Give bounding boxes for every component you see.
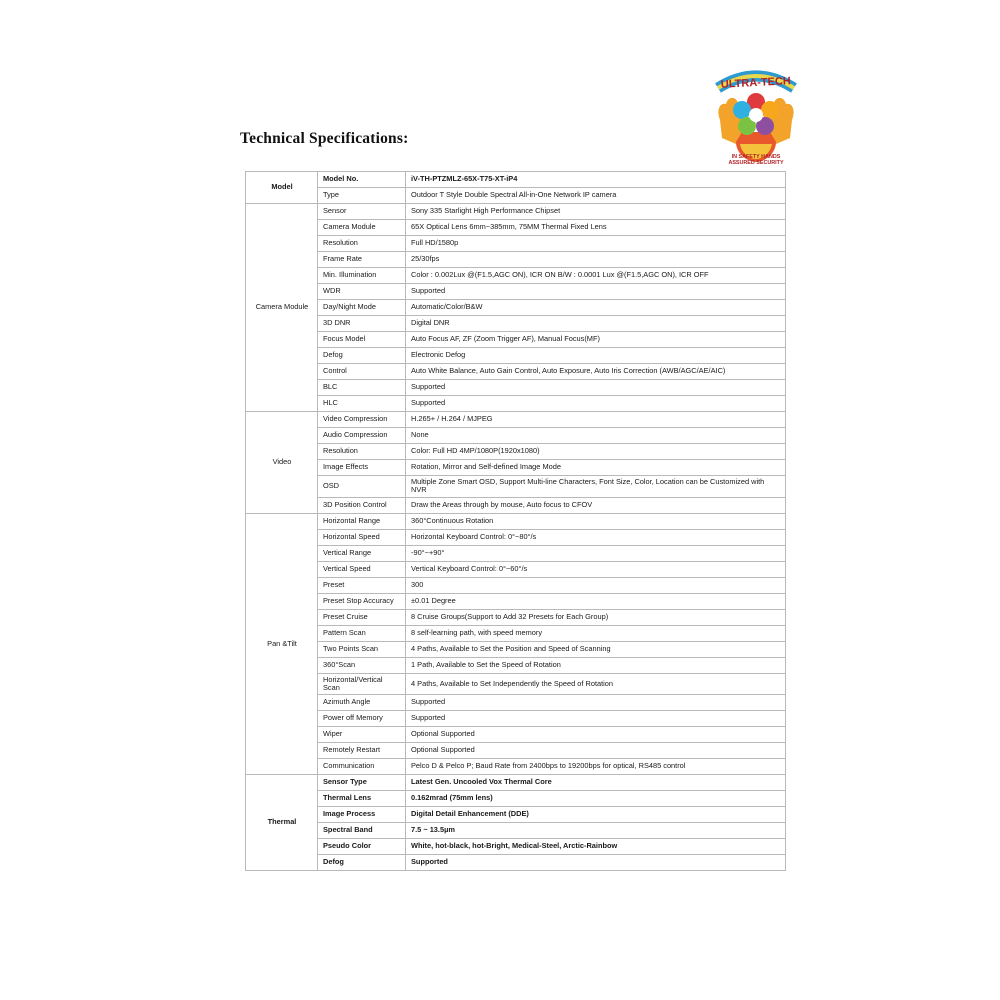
spec-item-value: Horizontal Keyboard Control: 0°~80°/s [406, 529, 786, 545]
table-row [246, 332, 786, 348]
spec-item-value: 360°Continuous Rotation [406, 513, 786, 529]
spec-item-label: Remotely Restart [318, 743, 406, 759]
logo-brand-text: ULTRA-TECH [720, 75, 792, 91]
table-row [246, 695, 786, 711]
spec-item-label: Video Compression [318, 412, 406, 428]
spec-item-label: Vertical Speed [318, 561, 406, 577]
ultra-tech-logo [706, 58, 806, 170]
spec-item-label: Image Effects [318, 460, 406, 476]
spec-item-value: Supported [406, 711, 786, 727]
spec-item-value: 8 Cruise Groups(Support to Add 32 Presets for Each Group) [406, 609, 786, 625]
spec-item-label: 3D DNR [318, 316, 406, 332]
table-row [246, 220, 786, 236]
spec-item-value: 4 Paths, Available to Set Independently the Speed of Rotation [406, 673, 786, 695]
spec-item-label: 3D Position Control [318, 497, 406, 513]
table-row [246, 839, 786, 855]
table-row [246, 625, 786, 641]
spec-item-label: WDR [318, 284, 406, 300]
spec-item-value: 4 Paths, Available to Set the Position and Speed of Scanning [406, 641, 786, 657]
spec-item-value: Vertical Keyboard Control: 0°~60°/s [406, 561, 786, 577]
spec-item-value: Auto White Balance, Auto Gain Control, Auto Exposure, Auto Iris Correction (AWB/AGC/AE/AIC) [406, 364, 786, 380]
table-row [246, 268, 786, 284]
spec-item-value: 8 self-learning path, with speed memory [406, 625, 786, 641]
table-row [246, 460, 786, 476]
table-row [246, 236, 786, 252]
spec-item-label: OSD [318, 476, 406, 498]
spec-item-value: 300 [406, 577, 786, 593]
spec-item-value: Electronic Defog [406, 348, 786, 364]
table-row [246, 743, 786, 759]
table-row [246, 364, 786, 380]
spec-item-label: Defog [318, 855, 406, 871]
table-row [246, 577, 786, 593]
spec-item-value: Optional Supported [406, 727, 786, 743]
spec-item-label: Model No. [318, 172, 406, 188]
spec-item-label: BLC [318, 380, 406, 396]
spec-item-value: Rotation, Mirror and Self-defined Image Mode [406, 460, 786, 476]
spec-item-label: 360°Scan [318, 657, 406, 673]
table-row [246, 428, 786, 444]
spec-item-value: 25/30fps [406, 252, 786, 268]
table-row [246, 444, 786, 460]
spec-item-value: iV-TH-PTZMLZ-65X-T75-XT-iP4 [406, 172, 786, 188]
table-row [246, 497, 786, 513]
spec-item-label: Resolution [318, 444, 406, 460]
spec-item-value: Supported [406, 380, 786, 396]
table-row [246, 641, 786, 657]
table-row [246, 561, 786, 577]
spec-item-label: Defog [318, 348, 406, 364]
logo-tagline-line2: ASSURED SECURITY [728, 160, 784, 166]
spec-item-label: Pattern Scan [318, 625, 406, 641]
table-row [246, 172, 786, 188]
spec-item-value: Sony 335 Starlight High Performance Chipset [406, 204, 786, 220]
table-row [246, 545, 786, 561]
spec-item-value: 1 Path, Available to Set the Speed of Rotation [406, 657, 786, 673]
spec-item-label: Communication [318, 759, 406, 775]
spec-item-value: Draw the Areas through by mouse, Auto focus to CFOV [406, 497, 786, 513]
spec-item-value: Color : 0.002Lux @(F1.5,AGC ON), ICR ON B/W : 0.0001 Lux @(F1.5,AGC ON), ICR OFF [406, 268, 786, 284]
table-row [246, 609, 786, 625]
spec-item-label: HLC [318, 396, 406, 412]
spec-item-value: White, hot-black, hot-Bright, Medical-Steel, Arctic-Rainbow [406, 839, 786, 855]
spec-item-value: Automatic/Color/B&W [406, 300, 786, 316]
spec-item-label: Min. Illumination [318, 268, 406, 284]
spec-item-value: Digital DNR [406, 316, 786, 332]
spec-item-label: Wiper [318, 727, 406, 743]
spec-item-value: Supported [406, 396, 786, 412]
table-row [246, 513, 786, 529]
spec-item-label: Control [318, 364, 406, 380]
spec-item-value: 0.162mrad (75mm lens) [406, 791, 786, 807]
table-row [246, 759, 786, 775]
table-row [246, 807, 786, 823]
table-row [246, 593, 786, 609]
spec-item-label: Audio Compression [318, 428, 406, 444]
spec-item-label: Thermal Lens [318, 791, 406, 807]
table-row [246, 396, 786, 412]
technical-specifications-table [245, 171, 786, 871]
group-label: Video [246, 412, 318, 514]
table-row [246, 300, 786, 316]
table-row [246, 711, 786, 727]
spec-item-label: Type [318, 188, 406, 204]
table-row [246, 529, 786, 545]
spec-item-value: ±0.01 Degree [406, 593, 786, 609]
spec-item-value: Supported [406, 695, 786, 711]
spec-item-label: Preset Cruise [318, 609, 406, 625]
spec-item-label: Horizontal Speed [318, 529, 406, 545]
spec-item-label: Image Process [318, 807, 406, 823]
spec-item-label: Resolution [318, 236, 406, 252]
table-row [246, 188, 786, 204]
spec-item-label: Frame Rate [318, 252, 406, 268]
spec-item-value: Pelco D & Pelco P; Baud Rate from 2400bps to 19200bps for optical, RS485 control [406, 759, 786, 775]
spec-item-value: Latest Gen. Uncooled Vox Thermal Core [406, 775, 786, 791]
table-row [246, 252, 786, 268]
table-row [246, 727, 786, 743]
spec-item-value: 65X Optical Lens 6mm~385mm, 75MM Thermal Fixed Lens [406, 220, 786, 236]
logo-tagline-line1: IN SAFETY HANDS [731, 154, 781, 160]
spec-item-value: H.265+ / H.264 / MJPEG [406, 412, 786, 428]
spec-item-value: Outdoor T Style Double Spectral All-in-One Network IP camera [406, 188, 786, 204]
spec-item-label: Horizontal Range [318, 513, 406, 529]
spec-item-value: None [406, 428, 786, 444]
table-row [246, 204, 786, 220]
table-row [246, 823, 786, 839]
spec-item-label: Azimuth Angle [318, 695, 406, 711]
spec-item-label: Day/Night Mode [318, 300, 406, 316]
table-row [246, 673, 786, 695]
group-label: Pan &Tilt [246, 513, 318, 775]
spec-item-label: Sensor Type [318, 775, 406, 791]
spec-item-value: Color: Full HD 4MP/1080P(1920x1080) [406, 444, 786, 460]
spec-item-value: 7.5 ~ 13.5µm [406, 823, 786, 839]
spec-item-label: Power off Memory [318, 711, 406, 727]
table-row [246, 657, 786, 673]
spec-item-value: -90°~+90° [406, 545, 786, 561]
spec-item-value: Supported [406, 284, 786, 300]
group-label: Thermal [246, 775, 318, 871]
spec-item-label: Pseudo Color [318, 839, 406, 855]
table-row [246, 775, 786, 791]
spec-item-label: Two Points Scan [318, 641, 406, 657]
spec-item-label: Focus Model [318, 332, 406, 348]
spec-item-label: Camera Module [318, 220, 406, 236]
group-label: Model [246, 172, 318, 204]
table-row [246, 380, 786, 396]
spec-item-value: Full HD/1580p [406, 236, 786, 252]
table-row [246, 791, 786, 807]
table-row [246, 316, 786, 332]
table-row [246, 855, 786, 871]
table-row [246, 348, 786, 364]
page-title: Technical Specifications: [240, 130, 409, 147]
spec-item-label: Horizontal/Vertical Scan [318, 673, 406, 695]
spec-item-label: Preset [318, 577, 406, 593]
table-row [246, 284, 786, 300]
group-label: Camera Module [246, 204, 318, 412]
spec-item-value: Multiple Zone Smart OSD, Support Multi-line Characters, Font Size, Color, Location can be Customized with NVR [406, 476, 786, 498]
spec-item-label: Spectral Band [318, 823, 406, 839]
spec-item-value: Digital Detail Enhancement (DDE) [406, 807, 786, 823]
spec-item-value: Auto Focus AF, ZF (Zoom Trigger AF), Manual Focus(MF) [406, 332, 786, 348]
spec-item-value: Optional Supported [406, 743, 786, 759]
table-row [246, 412, 786, 428]
spec-item-label: Preset Stop Accuracy [318, 593, 406, 609]
spec-item-value: Supported [406, 855, 786, 871]
spec-item-label: Vertical Range [318, 545, 406, 561]
table-row [246, 476, 786, 498]
spec-item-label: Sensor [318, 204, 406, 220]
